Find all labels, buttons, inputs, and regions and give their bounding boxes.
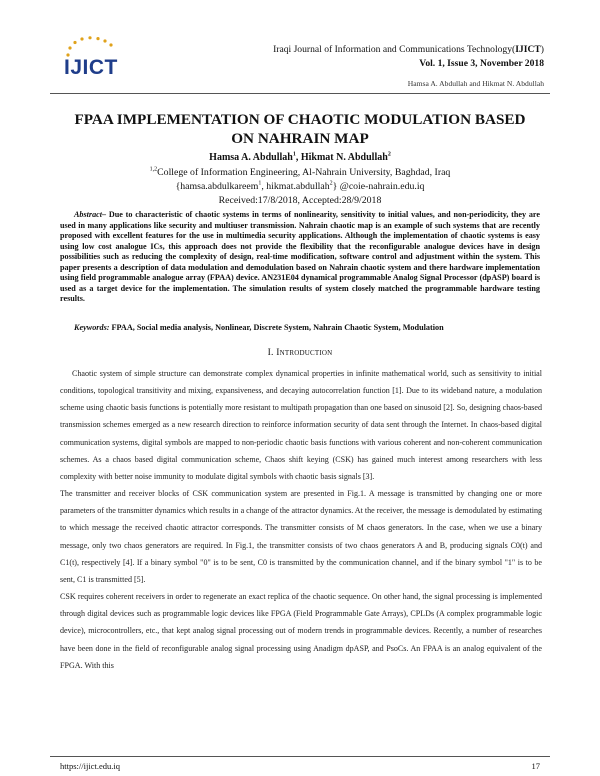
footer-url[interactable]: https://ijict.edu.iq [60, 761, 120, 771]
paragraph-3: CSK requires coherent receivers in order to regenerate an exact replica of the chaotic sequence. On other hand, the signal processing is implemented through digital devices such as programmable logic devices like FPGA (Field Programmable Gate Arrays), CPLDs (A complex programmable logic device), microcontrollers, etc., that kept analog signal processing out of modern trends in programmable devices. Recently, a number of researches have been done in the field of reconfigurable analog signal processing using Anadigm dpASP, and PsoCs. An FPAA is an analog equivalent of the FPGA. With this [60, 592, 542, 670]
logo-graphic [60, 36, 132, 80]
title-line-2: ON NAHRAIN MAP [231, 130, 369, 147]
received-accepted-dates: Received:17/8/2018, Accepted:28/9/2018 [218, 195, 382, 206]
author-emails [50, 181, 550, 192]
abstract [60, 210, 540, 305]
paragraph-1: Chaotic system of simple structure can demonstrate complex dynamical properties in infinite mathematical world, such as sensitivity to initial conditions, topological transitivity and mixing, expansiveness, and decaying autocorrelation function [1]. Due to its wideband nature, a modulation scheme using chaotic basis functions is potentially more resistant to multipath propagation than one based on sinusoid [2]. So, designing chaos-based transmission schemes emerged as a new research direction to reinforce information security of data sent through the Internet. In chaos-based digital communication systems, digital symbols are mapped to non-periodic chaotic basis functions with various coherent and non-coherent communication schemes. As a chaos based digital communication scheme, Chaos shift keying (CSK) has gained much interest among researchers with less complexity with better noise immunity to modulate digital symbols with chaotic basis signals [3]. [60, 369, 542, 481]
volume-issue: Vol. 1, Issue 3, November 2018 [419, 58, 544, 69]
section-heading [50, 347, 550, 358]
title-line-1: FPAA IMPLEMENTATION OF CHAOTIC MODULATION BASED [74, 111, 526, 128]
email-mid: , hikmat.abdullah [261, 181, 330, 192]
affiliation [50, 167, 550, 178]
author-separator: , [295, 152, 301, 163]
logo-text: IJICT [64, 56, 118, 79]
running-authors: Hamsa A. Abdullah and Hikmat N. Abdullah [407, 79, 544, 88]
author-1: Hamsa A. Abdullah [209, 152, 293, 163]
keywords-text: FPAA, Social media analysis, Nonlinear, Discrete System, Nahrain Chaotic System, Modulation [109, 323, 444, 332]
journal-abbr: IJICT [515, 44, 541, 55]
journal-name [273, 44, 544, 55]
affiliation-sup: 1,2 [149, 166, 158, 173]
email-sup-1: 1 [258, 180, 262, 187]
logo-stars-icon [66, 36, 112, 56]
author-list [50, 152, 550, 163]
page-number: 17 [531, 761, 540, 771]
abstract-label: Abstract– [74, 210, 107, 219]
journal-name-text: Iraqi Journal of Information and Communications Technology( [273, 44, 516, 55]
section-number: I. [267, 347, 277, 358]
author-2: Hikmat N. Abdullah [300, 152, 388, 163]
author-2-sup: 2 [387, 151, 391, 158]
body-text [60, 365, 542, 674]
abstract-text: Due to characteristic of chaotic systems in terms of nonlinearity, sensitivity to initial values, and non-periodicity, they are used in many applications like security and multiuser transmission. Nahrain chaotic map is an example of such systems that are recently proposed with excellent features for the use in multimedia security applications. Although the implementation of chaotic systems is easy using low cost analogue ICs, this approach does not provide the flexibility that the reconfigurable analogue devices have in design possibilities such as reducing the complexity of design, real-time modification, software control and adjustment within the system. This paper presents a description of data modulation and demodulation based on Nahrain chaotic system and there hardware implementation using field programmable analogue array (FPAA) device. AN231E04 dynamical programmable Analog Signal Processor (dpASP) board is used as a target device for the implementation. The simulation results of system closely matched the programmable hardware testing results. [60, 210, 540, 304]
affiliation-text: College of Information Engineering, Al-Nahrain University, Baghdad, Iraq [157, 167, 451, 178]
section-title: Introduction [276, 347, 333, 358]
paragraph-2: The transmitter and receiver blocks of CSK communication system are presented in Fig.1. A message is transmitted by changing one or more parameters of the transmitter dynamics which results in a change of the attractor dynamics. At the receiver, the message is demodulated by estimating to which message the received chaotic attractor corresponds. The transmitter consists of M chaos generators. In the case, when we use a binary message, only two chaos generators are required. In Fig.1, the transmitter consists of two chaos generators A and B, producing signals C0(t) and C1(t), respectively [4]. If a binary symbol "0" is to be sent, C0 is transmitted by the communication channel, and if the binary symbol "1" is to be sent, C1 is transmitted [5]. [60, 489, 542, 584]
header-divider [50, 93, 550, 94]
email-sup-2: 2 [329, 180, 333, 187]
footer-divider [50, 756, 550, 757]
keywords [60, 323, 550, 332]
paper-title [50, 110, 550, 148]
journal-close: ) [540, 44, 544, 55]
keywords-label: Keywords: [74, 323, 110, 332]
journal-logo [60, 36, 132, 80]
email-close: } @coie-nahrain.edu.iq [332, 181, 425, 192]
email-open: {hamsa.abdulkareem [175, 181, 259, 192]
author-1-sup: 1 [292, 151, 296, 158]
